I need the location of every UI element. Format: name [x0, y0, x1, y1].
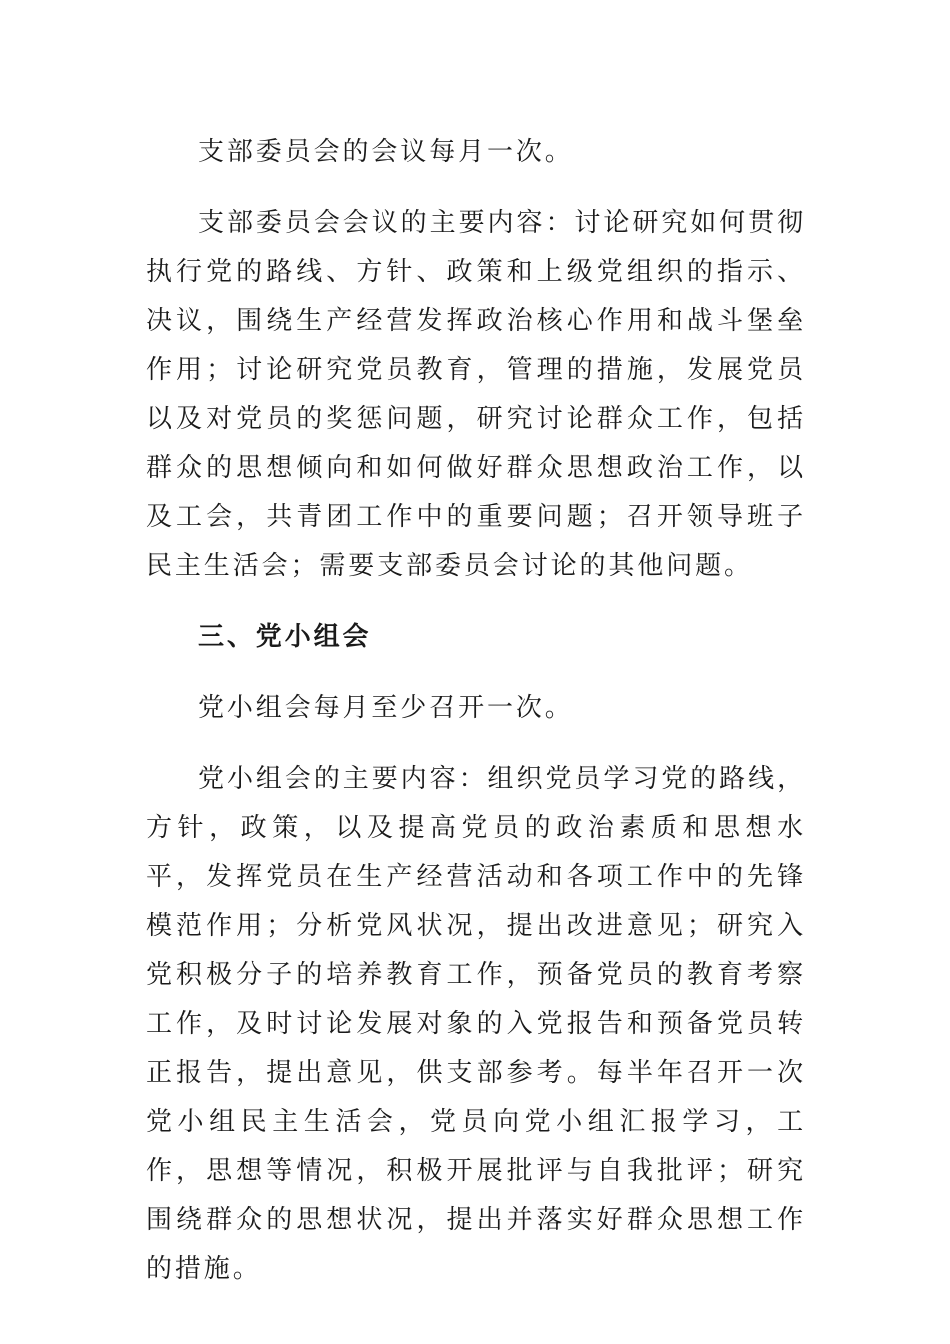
paragraph-meeting-frequency: 支部委员会的会议每月一次。 [198, 137, 574, 167]
paragraph-group-content: 党小组会的主要内容：组织党员学习党的路线，方针，政策，以及提高党员的政治素质和思想水平，发挥党员在生产经营活动和各项工作中的先锋模范作用；分析党风状况，提出改进意见；研究入党积极分子的培养教育工作，预备党员的教育考察工作，及时讨论发展对象的入党报告和预备党员转正报告，提出意见，供支部参考。每半年召开一次党小组民主生活会，党员向党小组汇报学习，工作，思想等情况，积极开展批评与自我批评；研究围绕群众的思想状况，提出并落实好群众思想工作的措施。 [146, 764, 806, 1284]
paragraph-committee-content: 支部委员会会议的主要内容：讨论研究如何贯彻执行党的路线、方针、政策和上级党组织的指示、决议，围绕生产经营发挥政治核心作用和战斗堡垒作用；讨论研究党员教育，管理的措施，发展党员以及对党员的奖惩问题，研究讨论群众工作，包括群众的思想倾向和如何做好群众思想政治工作，以及工会，共青团工作中的重要问题；召开领导班子民主生活会；需要支部委员会讨论的其他问题。 [146, 208, 806, 581]
document-page [146, 128, 806, 1316]
paragraph-group-frequency: 党小组会每月至少召开一次。 [198, 693, 574, 723]
section-heading: 三、党小组会 [198, 622, 372, 652]
